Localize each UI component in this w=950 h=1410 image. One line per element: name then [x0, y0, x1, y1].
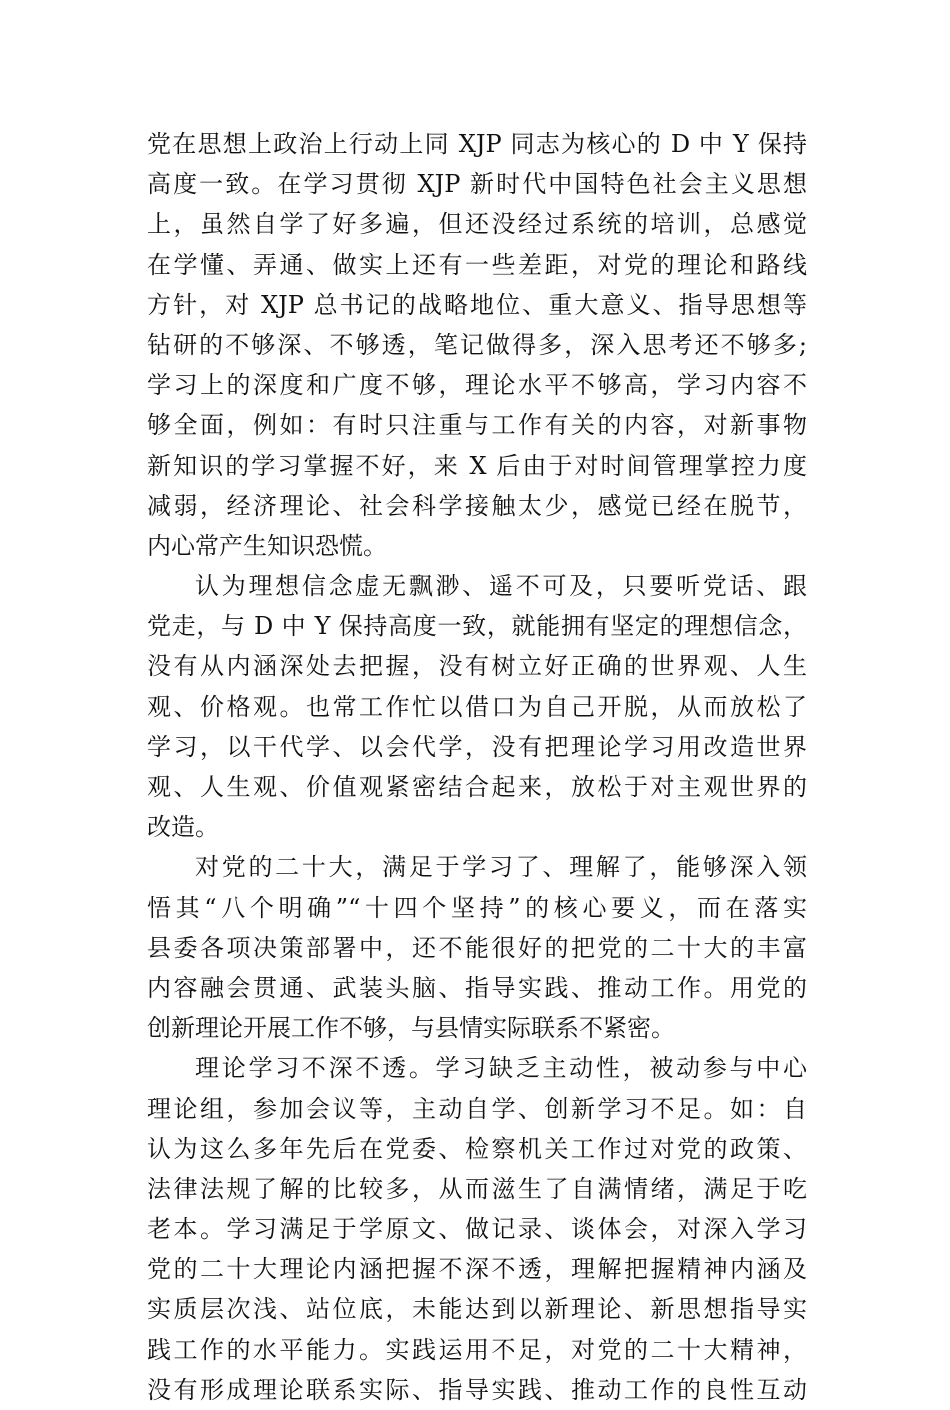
- text-line: 法律法规了解的比较多，从而滋生了自满情绪，满足于吃: [147, 1174, 807, 1203]
- text-line: 够全面，例如：有时只注重与工作有关的内容，对新事物: [147, 411, 807, 440]
- text-line: 践工作的水平能力。实践运用不足，对党的二十大精神，: [147, 1335, 807, 1364]
- paragraph-first-line: 对党的二十大，满足于学习了、理解了，能够深入领: [195, 853, 807, 882]
- text-line: 观、价格观。也常工作忙以借口为自己开脱，从而放松了: [147, 692, 807, 721]
- text-line: 认为这么多年先后在党委、检察机关工作过对党的政策、: [147, 1134, 807, 1163]
- text-line: 观、人生观、价值观紧密结合起来，放松于对主观世界的: [147, 773, 807, 801]
- text-line: 内容融会贯通、武装头脑、指导实践、推动工作。用党的: [147, 973, 807, 1002]
- text-line: 没有形成理论联系实际、指导实践、推动工作的良性互动: [147, 1375, 807, 1404]
- text-line: 改造。: [147, 813, 219, 842]
- text-line: 新知识的学习掌握不好，来 X 后由于对时间管理掌控力度: [147, 451, 807, 480]
- text-line: 老本。学习满足于学原文、做记录、谈体会，对深入学习: [147, 1215, 807, 1244]
- text-line: 理论组，参加会议等，主动自学、创新学习不足。如：自: [147, 1094, 807, 1123]
- paragraph-first-line: 认为理想信念虚无飘渺、遥不可及，只要听党话、跟: [195, 572, 807, 601]
- text-line: 钻研的不够深、不够透，笔记做得多，深入思考还不够多;: [147, 330, 807, 359]
- text-line: 党在思想上政治上行动上同 XJP 同志为核心的 D 中 Y 保持: [147, 130, 807, 158]
- text-line: 在学懂、弄通、做实上还有一些差距，对党的理论和路线: [147, 250, 807, 279]
- text-line: 实质层次浅、站位底，未能达到以新理论、新思想指导实: [147, 1295, 807, 1324]
- text-line: 没有从内涵深处去把握，没有树立好正确的世界观、人生: [147, 652, 807, 681]
- text-line: 党的二十大理论内涵把握不深不透，理解把握精神内涵及: [147, 1255, 807, 1284]
- text-line: 党走，与 D 中 Y 保持高度一致，就能拥有坚定的理想信念，: [147, 612, 807, 641]
- text-line: 减弱，经济理论、社会科学接触太少，感觉已经在脱节，: [147, 491, 807, 520]
- document-body: [147, 124, 807, 1410]
- paragraph-first-line: 理论学习不深不透。学习缺乏主动性，被动参与中心: [195, 1054, 807, 1083]
- text-line: 创新理论开展工作不够，与县情实际联系不紧密。: [147, 1014, 675, 1043]
- text-line: 上，虽然自学了好多遍，但还没经过系统的培训，总感觉: [147, 210, 807, 239]
- text-line: 学习上的深度和广度不够，理论水平不够高，学习内容不: [147, 371, 807, 400]
- text-line: 内心常产生知识恐慌。: [147, 531, 387, 560]
- text-line: 高度一致。在学习贯彻 XJP 新时代中国特色社会主义思想: [147, 170, 807, 199]
- text-line: 学习，以干代学、以会代学，没有把理论学习用改造世界: [147, 732, 807, 761]
- text-line: 悟其“八个明确”“十四个坚持”的核心要义，而在落实: [147, 893, 807, 922]
- text-line: 方针，对 XJP 总书记的战略地位、重大意义、指导思想等: [147, 290, 807, 319]
- text-line: 县委各项决策部署中，还不能很好的把党的二十大的丰富: [147, 933, 807, 962]
